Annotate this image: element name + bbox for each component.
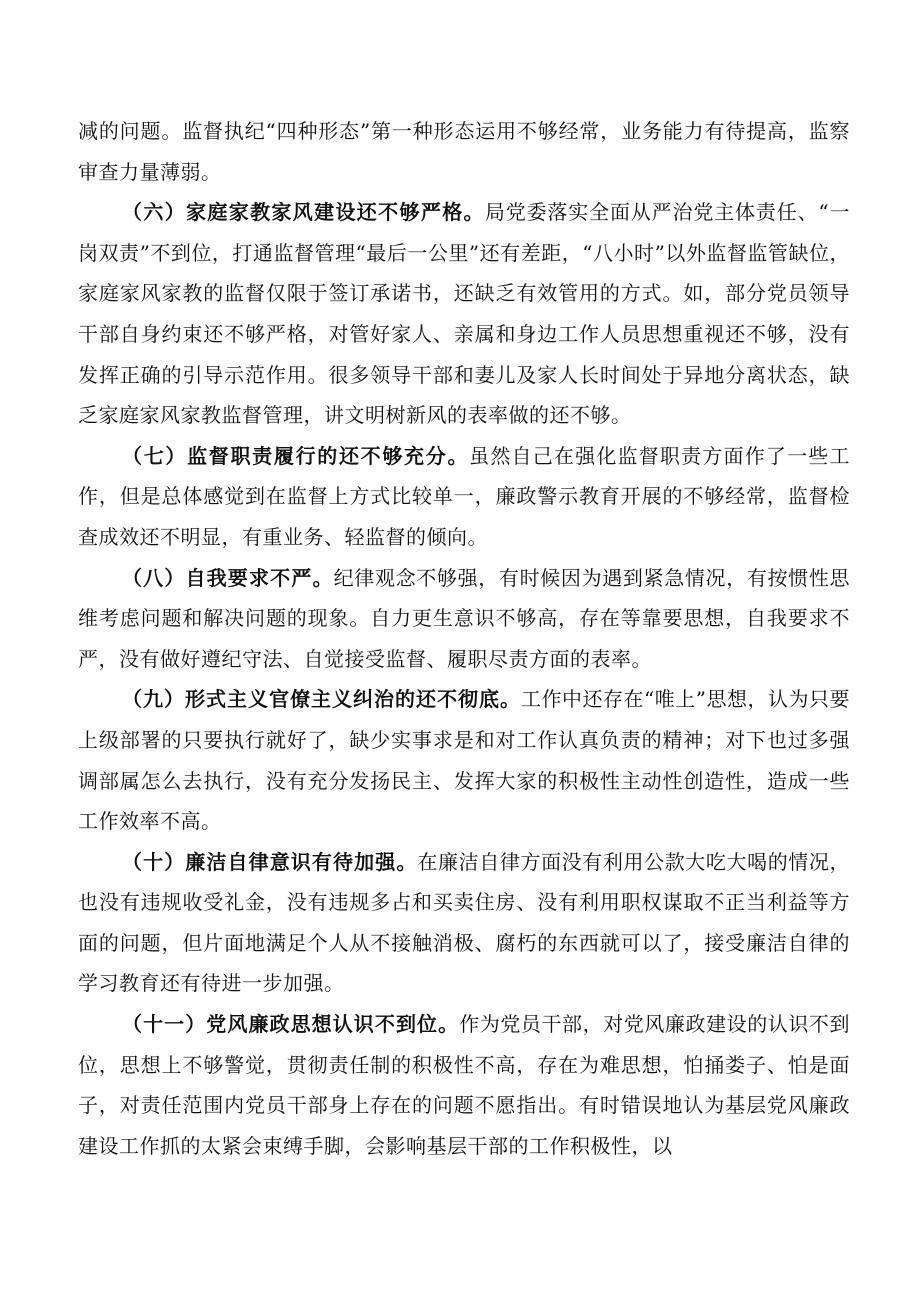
paragraph-section-7 [78, 436, 850, 558]
section-heading: （八）自我要求不严。 [122, 565, 334, 590]
section-heading: （九）形式主义官僚主义纠治的还不彻底。 [122, 687, 522, 712]
paragraph-section-8 [78, 558, 850, 680]
paragraph-body: 在廉洁自律方面没有利用公款大吃大喝的情况，也没有违规收受礼金，没有违规多占和买卖住房、没有利用职权谋取不正当利益等方面的问题，但片面地满足个人从不接触消极、腐朽的东西就可以了，接受廉洁自律的学习教育还有待进一步加强。 [78, 849, 851, 996]
paragraph-body: 作为党员干部，对党风廉政建设的认识不到位，思想上不够警觉，贯彻责任制的积极性不高，存在为难思想，怕捅娄子、怕是面子，对责任范围内党员干部身上存在的问题不愿指出。有时错误地认为基层党风廉政建设工作抓的太紧会束缚手脚，会影响基层干部的工作积极性，以 [78, 1012, 851, 1158]
paragraph-section-6 [78, 192, 850, 436]
paragraph-section-9 [78, 679, 850, 841]
section-heading: （六）家庭家教家风建设还不够严格。 [122, 200, 485, 225]
paragraph-section-11 [78, 1004, 850, 1166]
paragraph-body: 虽然自己在强化监督职责方面作了一些工作，但是总体感觉到在监督上方式比较单一，廉政警示教育开展的不够经常，监督检查成效还不明显，有重业务、轻监督的倾向。 [78, 443, 851, 549]
paragraph-section-10 [78, 842, 850, 1004]
paragraph-body: 减的问题。监督执纪“四种形态”第一种形态运用不够经常，业务能力有待提高，监察审查力量薄弱。 [78, 119, 850, 184]
paragraph-continuation [78, 111, 850, 192]
document-page [78, 111, 850, 1166]
section-heading: （七）监督职责履行的还不够充分。 [122, 443, 470, 468]
paragraph-body: 局党委落实全面从严治党主体责任、“一岗双责”不到位，打通监督管理“最后一公里”还有差距，“八小时”以外监督监管缺位，家庭家风家教的监督仅限于签订承诺书，还缺乏有效管用的方式。如，部分党员领导干部自身约束还不够严格，对管好家人、亲属和身边工作人员思想重视还不够，没有发挥正确的引导示范作用。很多领导干部和妻儿及家人长时间处于异地分离状态，缺乏家庭家风家教监督管理，讲文明树新风的表率做的还不够。 [78, 200, 850, 428]
paragraph-body: 工作中还存在“唯上”思想，认为只要上级部署的只要执行就好了，缺少实事求是和对工作认真负责的精神；对下也过多强调部属怎么去执行，没有充分发扬民主、发挥大家的积极性主动性创造性，造成一些工作效率不高。 [78, 687, 851, 834]
section-heading: （十一）党风廉政思想认识不到位。 [122, 1012, 460, 1037]
paragraph-body: 纪律观念不够强，有时候因为遇到紧急情况，有按惯性思维考虑问题和解决问题的现象。自力更生意识不够高，存在等靠要思想，自我要求不严，没有做好遵纪守法、自觉接受监督、履职尽责方面的表率。 [78, 565, 851, 671]
section-heading: （十）廉洁自律意识有待加强。 [122, 849, 418, 874]
